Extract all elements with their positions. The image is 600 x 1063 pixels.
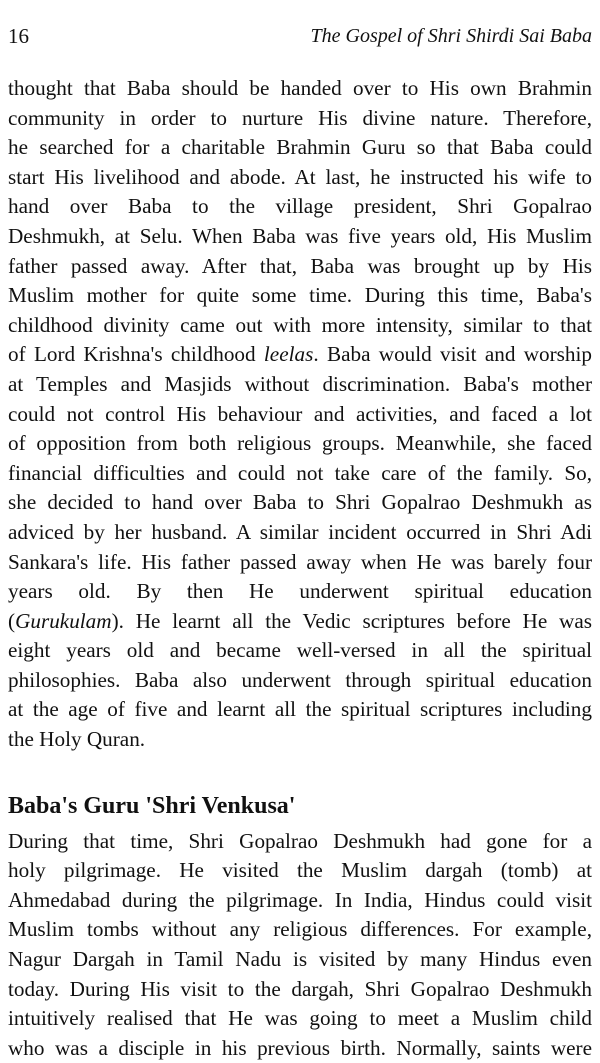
text-line: holy pilgrimage. He visited the Muslim dargah (tomb) at — [8, 858, 592, 883]
text-line: eight years old and became well-versed in all the spiritual — [8, 638, 592, 663]
text-line: hand over Baba to the village president, Shri Gopalrao — [8, 194, 592, 219]
text-line: the Holy Quran. — [8, 727, 146, 752]
text-line: philosophies. Baba also underwent through spiritual education — [8, 667, 592, 692]
text-line: Ahmedabad during the pilgrimage. In India, Hindus could visit — [8, 887, 592, 912]
text-line: he searched for a charitable Brahmin Guru so that Baba could — [8, 135, 592, 160]
running-title: The Gospel of Shri Shirdi Sai Baba — [310, 24, 592, 47]
text-line: at the age of five and learnt all the spiritual scriptures including — [8, 697, 592, 722]
text-line: Muslim tombs without any religious differences. For example, — [8, 917, 592, 942]
text-line: of opposition from both religious groups. Meanwhile, she faced — [8, 431, 592, 456]
text-line: start His livelihood and abode. At last, he instructed his wife to — [8, 164, 592, 189]
page-number: 16 — [8, 23, 29, 48]
body-paragraph-2 — [8, 827, 592, 1063]
text-line: Sankara's life. His father passed away when He was barely four — [8, 549, 592, 574]
page-body — [8, 74, 592, 1063]
text-line: father passed away. After that, Baba was brought up by His — [8, 253, 592, 278]
text-line: childhood divinity came out with more intensity, similar to that — [8, 312, 592, 337]
italic-term: leelas — [263, 342, 314, 367]
text-line: adviced by her husband. A similar incident occurred in Shri Adi — [8, 519, 592, 544]
text-line: Deshmukh, at Selu. When Baba was five years old, His Muslim — [8, 223, 592, 248]
text-line: Muslim mother for quite some time. During this time, Baba's — [8, 283, 592, 308]
text-line: intuitively realised that He was going to meet a Muslim child — [8, 1006, 592, 1031]
text-line: (Gurukulam). He learnt all the Vedic scriptures before He was — [8, 608, 592, 633]
section-heading: Baba's Guru 'Shri Venkusa' — [8, 792, 296, 819]
body-paragraph-1 — [8, 74, 592, 755]
page-header — [8, 22, 592, 50]
text-line: who was a disciple in his previous birth. Normally, saints were — [8, 1035, 592, 1060]
text-line: During that time, Shri Gopalrao Deshmukh had gone for a — [8, 828, 592, 853]
text-line: financial difficulties and could not take care of the family. So, — [8, 460, 592, 485]
text-line: community in order to nurture His divine nature. Therefore, — [8, 105, 592, 130]
italic-term: Gurukulam — [15, 608, 112, 633]
text-line: years old. By then He underwent spiritual education — [8, 579, 592, 604]
text-line: at Temples and Masjids without discrimination. Baba's mother — [8, 371, 592, 396]
text-line: she decided to hand over Baba to Shri Gopalrao Deshmukh as — [8, 490, 592, 515]
text-line: thought that Baba should be handed over to His own Brahmin — [8, 76, 592, 100]
text-line: of Lord Krishna's childhood leelas. Baba would visit and worship — [8, 342, 592, 367]
text-line: Nagur Dargah in Tamil Nadu is visited by many Hindus even — [8, 947, 592, 972]
text-line: could not control His behaviour and activities, and faced a lot — [8, 401, 592, 426]
text-line: today. During His visit to the dargah, Shri Gopalrao Deshmukh — [8, 976, 592, 1001]
